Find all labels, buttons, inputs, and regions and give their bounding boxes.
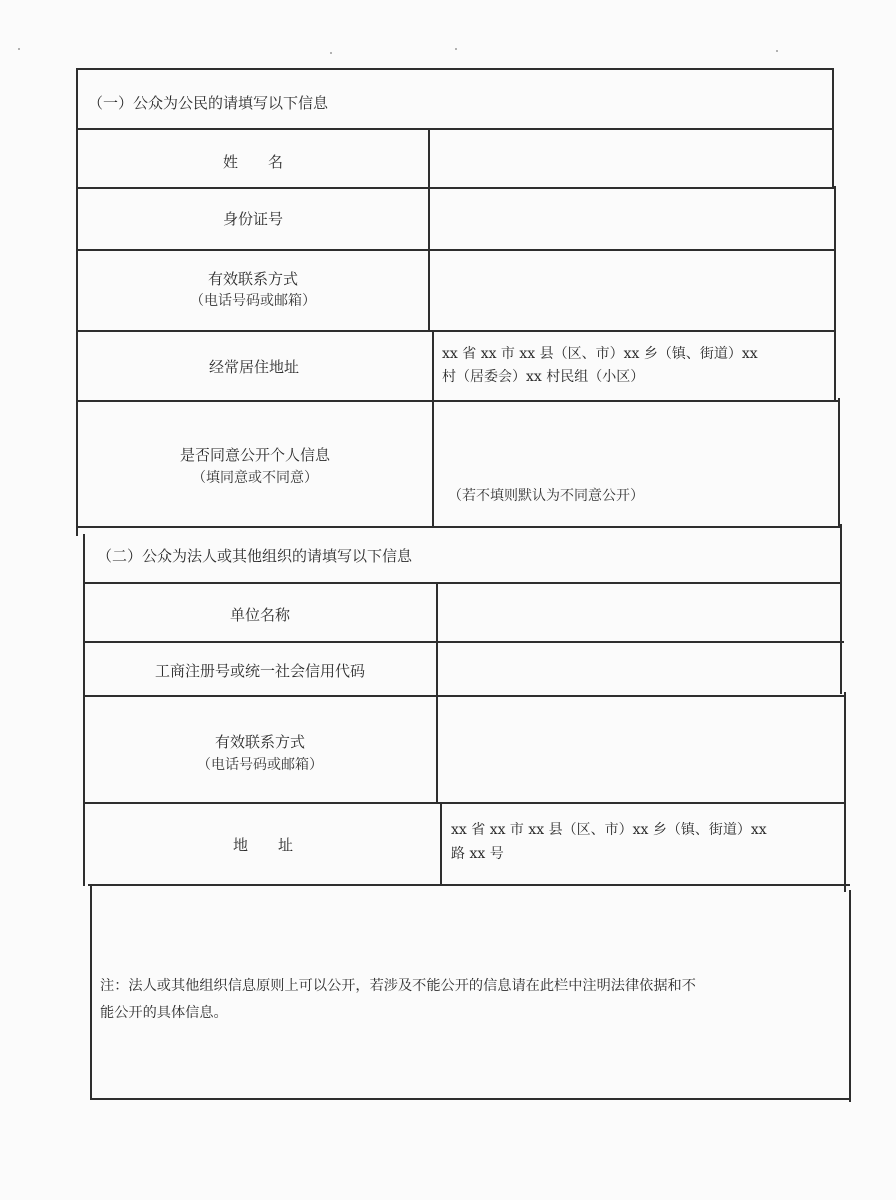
name-field[interactable] <box>431 130 831 186</box>
consent-field[interactable] <box>435 403 835 483</box>
column-divider <box>428 128 430 331</box>
note-field[interactable] <box>93 887 848 967</box>
contact-sublabel: （电话号码或邮箱） <box>190 293 316 309</box>
name-label: 姓 名 <box>222 153 283 171</box>
residence-address-line1: xx 省 xx 市 xx 县（区、市）xx 乡（镇、街道）xx <box>442 346 758 362</box>
org-address-line1: xx 省 xx 市 xx 县（区、市）xx 乡（镇、街道）xx <box>451 822 767 838</box>
credit-code-field[interactable] <box>439 644 841 694</box>
row-divider <box>84 802 846 804</box>
table-border-right <box>838 398 840 526</box>
consent-sublabel: （填同意或不同意） <box>192 470 318 486</box>
scan-dot <box>455 48 457 50</box>
table-border-right <box>834 186 836 400</box>
section1-title: （一）公众为公民的请填写以下信息 <box>88 94 329 112</box>
org-name-field[interactable] <box>439 585 839 640</box>
table-border-right <box>844 692 846 892</box>
contact-field[interactable] <box>431 252 833 329</box>
consent-hint: （若不填则默认为不同意公开） <box>448 488 644 504</box>
consent-label: 是否同意公开个人信息 <box>179 446 330 464</box>
column-divider <box>432 330 434 527</box>
scan-dot <box>330 52 332 54</box>
org-name-label: 单位名称 <box>229 606 290 624</box>
table-border-left <box>90 886 92 1100</box>
row-divider <box>88 884 850 886</box>
note-line1: 注：法人或其他组织信息原则上可以公开，若涉及不能公开的信息请在此栏中注明法律依据和不 <box>100 978 696 994</box>
org-address-label: 地 址 <box>232 836 293 854</box>
org-contact-field[interactable] <box>439 698 841 801</box>
residence-address-label: 经常居住地址 <box>208 358 299 376</box>
org-contact-label: 有效联系方式 <box>214 733 305 751</box>
scan-dot <box>18 48 20 50</box>
table-border-top <box>76 68 834 70</box>
column-divider <box>440 802 442 885</box>
row-divider <box>84 641 844 643</box>
credit-code-label: 工商注册号或统一社会信用代码 <box>154 662 365 680</box>
scan-dot <box>776 50 778 52</box>
column-divider <box>436 582 438 803</box>
id-number-field[interactable] <box>431 190 833 248</box>
org-address-line2: 路 xx 号 <box>451 846 504 862</box>
table-border-right <box>849 890 851 1102</box>
row-divider <box>77 400 840 402</box>
org-contact-sublabel: （电话号码或邮箱） <box>197 757 323 773</box>
section2-title: （二）公众为法人或其他组织的请填写以下信息 <box>97 547 413 565</box>
row-divider <box>76 187 836 189</box>
row-divider <box>77 249 836 251</box>
row-divider <box>84 582 842 584</box>
residence-address-line2: 村（居委会）xx 村民组（小区） <box>442 369 645 385</box>
id-number-label: 身份证号 <box>222 210 283 228</box>
row-divider <box>78 526 842 528</box>
table-border-left <box>83 534 85 886</box>
row-divider <box>77 330 836 332</box>
row-divider <box>84 695 844 697</box>
note-line2: 能公开的具体信息。 <box>100 1005 228 1021</box>
table-border-bottom <box>90 1098 851 1100</box>
contact-label: 有效联系方式 <box>207 270 298 288</box>
